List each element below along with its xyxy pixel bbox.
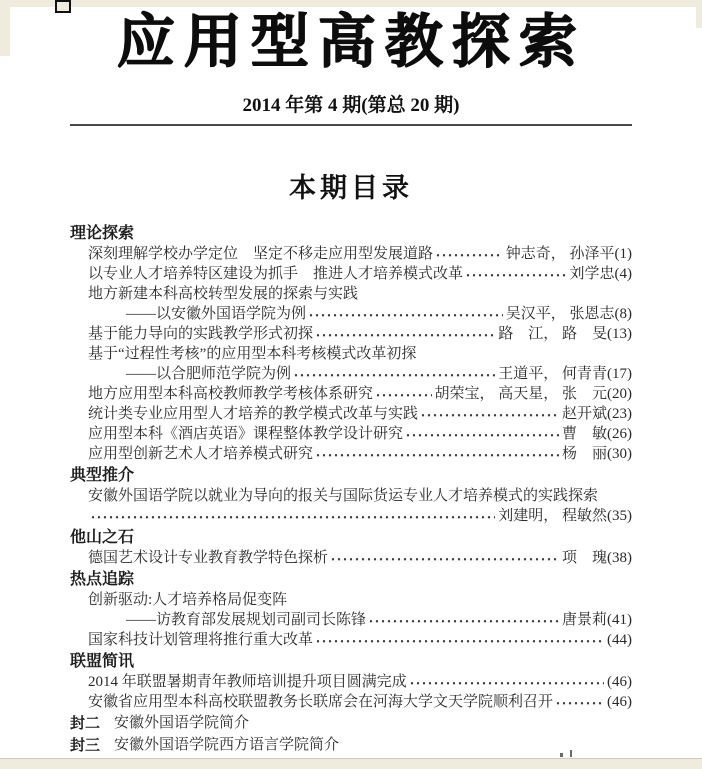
article-title: 安徽省应用型本科高校联盟教务长联席会在河海大学文天学院顺利召开: [88, 694, 554, 710]
article-title: 2014 年联盟暑期青年教师培训提升项目圆满完成: [88, 674, 407, 690]
dot-leader: [556, 695, 604, 710]
section-heading: 热点追踪: [70, 571, 135, 588]
cover-label: 封三: [70, 737, 101, 754]
toc-row: [70, 672, 632, 692]
toc-row: [70, 304, 632, 324]
authors-page: 唐景莉(41): [562, 612, 632, 628]
header-rule: [70, 124, 632, 126]
cover-text: 安徽外国语学院西方语言学院简介: [114, 737, 340, 753]
toc-title: 本期目录: [289, 173, 413, 203]
dot-leader: [331, 551, 559, 566]
article-title: 创新驱动:人才培养格局促变阵: [88, 592, 288, 608]
toc-row: [70, 404, 632, 424]
article-title: 德国艺术设计专业教育教学特色探析: [88, 550, 329, 566]
section-heading: 典型推介: [70, 467, 135, 484]
authors-page: 曹 敏(26): [562, 426, 632, 442]
toc-row: [70, 424, 632, 444]
article-title: 地方应用型本科高校教师教学考核体系研究: [88, 386, 374, 402]
dot-leader: [376, 387, 431, 402]
authors-page: (46): [607, 674, 632, 690]
article-title: ——以合肥师范学院为例: [126, 366, 292, 382]
authors-page: (44): [607, 632, 632, 648]
toc: [70, 222, 632, 756]
cover-row: [70, 735, 632, 756]
section-heading: 联盟简讯: [70, 653, 135, 670]
dot-leader: [309, 307, 503, 322]
article-title: 地方新建本科高校转型发展的探索与实践: [88, 286, 359, 302]
cover-text: 安徽外国语学院简介: [114, 715, 250, 731]
article-title: 以专业人才培养特区建设为抓手 推进人才培养模式改革: [88, 266, 464, 282]
authors-page: 刘建明， 程敏然(35): [498, 508, 632, 524]
dot-leader: [436, 247, 503, 262]
dot-leader: [466, 267, 566, 282]
journal-title: 应用型高教探索: [116, 9, 586, 74]
authors-page: 钟志奇， 孙泽平(1): [505, 246, 632, 262]
dot-leader: [316, 633, 604, 648]
authors-page: 项 瑰(38): [562, 550, 632, 566]
article-title: ——以安徽外国语学院为例: [126, 306, 307, 322]
toc-row: [70, 590, 632, 610]
authors-page: 路 江， 路 旻(13): [498, 326, 632, 342]
dot-leader: [316, 327, 495, 342]
toc-row: [70, 610, 632, 630]
authors-page: 刘学忠(4): [569, 266, 632, 282]
viewer-bottom-strip: [0, 758, 702, 769]
toc-row: [70, 486, 632, 506]
toc-row: [70, 264, 632, 284]
toc-row: [70, 324, 632, 344]
authors-page: 胡荣宝， 高天星， 张 元(20): [434, 386, 632, 402]
toc-row: [70, 506, 632, 526]
toc-row: [70, 444, 632, 464]
dot-leader: [369, 613, 559, 628]
dot-leader: [316, 447, 559, 462]
authors-page: 杨 丽(30): [562, 446, 632, 462]
article-title: 基于能力导向的实践教学形式初探: [88, 326, 314, 342]
article-title: 深刻理解学校办学定位 坚定不移走应用型发展道路: [88, 246, 434, 262]
cover-row: [70, 713, 632, 734]
article-title: 基于“过程性考核”的应用型本科考核模式改革初探: [88, 346, 417, 362]
toc-row: [70, 692, 632, 712]
toc-row: [70, 630, 632, 650]
dot-leader: [91, 509, 495, 524]
toc-row: [70, 344, 632, 364]
article-title: 应用型创新艺术人才培养模式研究: [88, 446, 314, 462]
toc-row: [70, 384, 632, 404]
article-title: 应用型本科《酒店英语》课程整体教学设计研究: [88, 426, 404, 442]
dot-leader: [421, 407, 559, 422]
authors-page: (46): [607, 694, 632, 710]
authors-page: 王道平， 何青青(17): [498, 366, 632, 382]
article-title: 安徽外国语学院以就业为导向的报关与国际货运专业人才培养模式的实践探索: [88, 488, 599, 504]
toc-row: [70, 548, 632, 568]
dot-leader: [410, 675, 604, 690]
issue-line: 2014 年第 4 期(第总 20 期): [242, 95, 460, 116]
toc-row: [70, 284, 632, 304]
authors-page: 赵开斌(23): [562, 406, 632, 422]
article-title: 统计类专业应用型人才培养的教学模式改革与实践: [88, 406, 419, 422]
toc-row: [70, 364, 632, 384]
dot-leader: [294, 367, 495, 382]
section-heading: 他山之石: [70, 529, 135, 546]
cover-label: 封二: [70, 715, 101, 732]
section-heading: 理论探索: [70, 225, 135, 242]
dot-leader: [406, 427, 559, 442]
article-title: ——访教育部发展规划司副司长陈锋: [126, 612, 367, 628]
authors-page: 吴汉平， 张恩志(8): [505, 306, 632, 322]
article-title: 国家科技计划管理将推行重大改革: [88, 632, 314, 648]
toc-row: [70, 244, 632, 264]
